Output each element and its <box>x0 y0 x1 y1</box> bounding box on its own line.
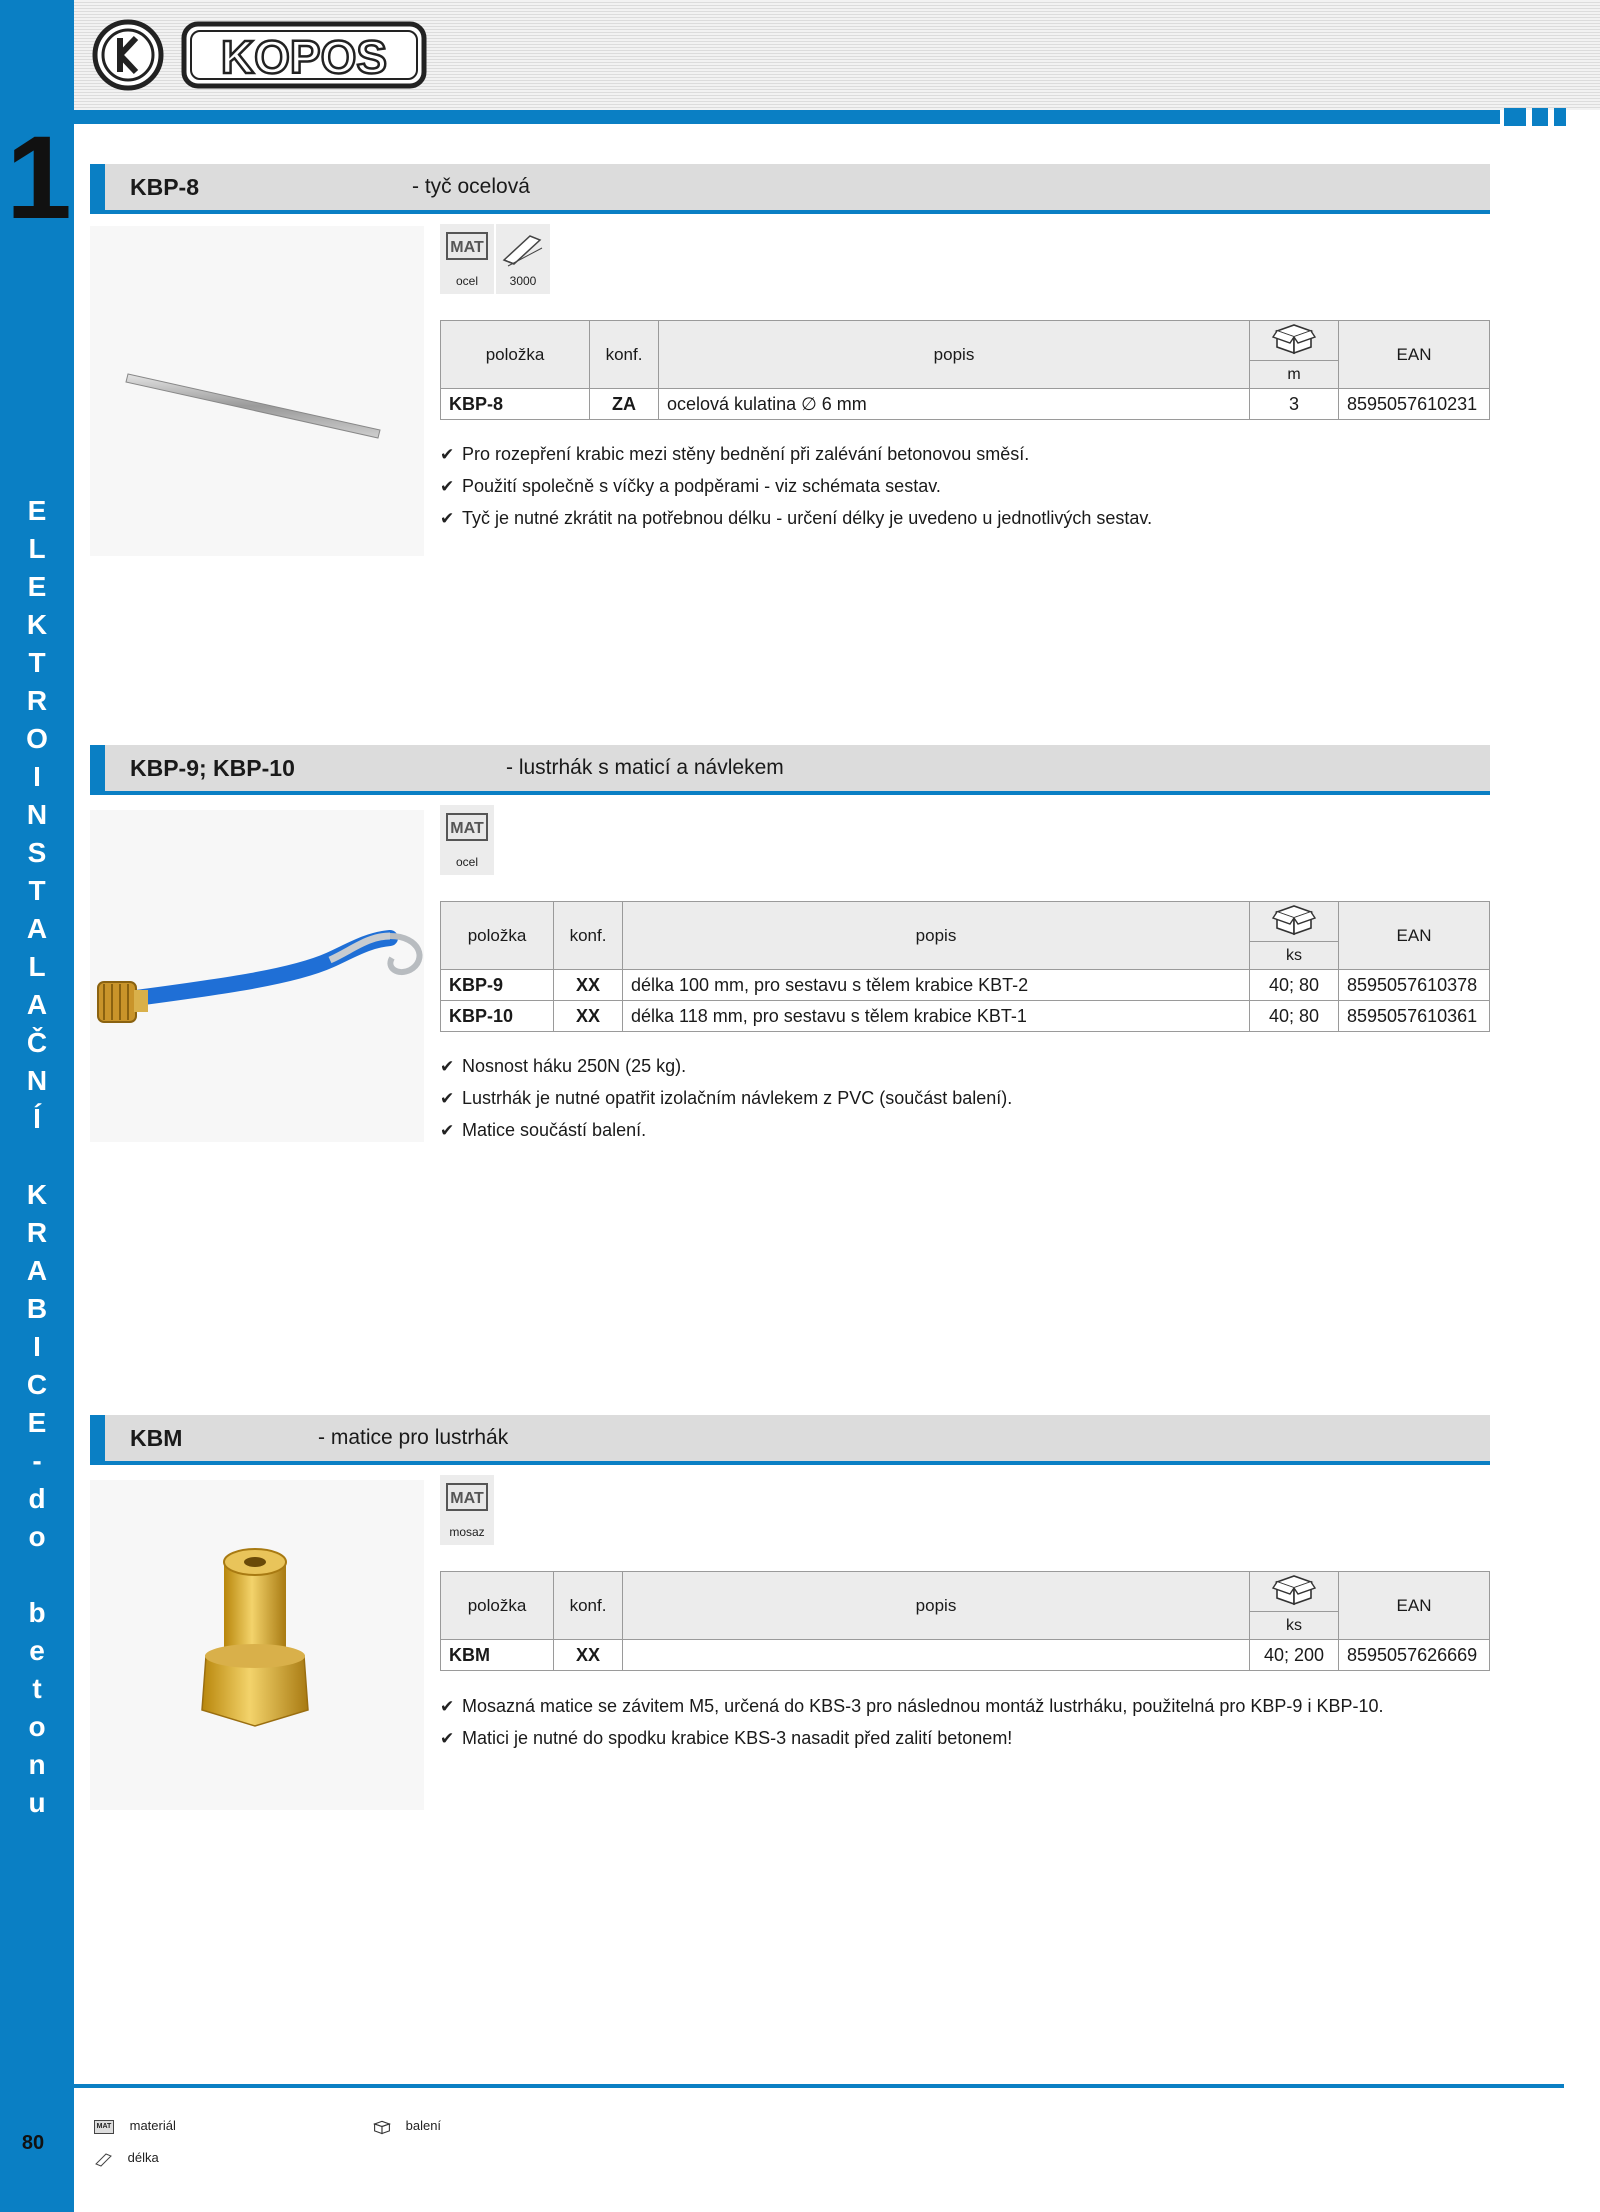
page-number: 80 <box>21 2132 45 2154</box>
notes-kbp8 <box>440 438 1152 534</box>
sidebar-letter: e <box>29 1635 45 1666</box>
sidebar-letter: Č <box>26 1027 48 1058</box>
chapter-number: 1 <box>6 112 66 244</box>
legend-material: MAT materiál <box>94 2118 176 2134</box>
sidebar-letter: K <box>26 1179 48 1210</box>
sidebar-letter: I <box>33 1331 41 1362</box>
sidebar-letter: C <box>26 1369 48 1400</box>
packaging-icon <box>1250 1572 1339 1612</box>
sidebar-letter: R <box>26 1217 48 1248</box>
sidebar-letter: t <box>32 1673 42 1704</box>
col-header-conf: konf. <box>554 902 623 970</box>
col-header-desc: popis <box>623 902 1250 970</box>
material-value: mosaz <box>449 1525 485 1539</box>
length-icon <box>94 2150 114 2168</box>
section-header-kbp9-kbp10 <box>90 745 1490 795</box>
product-image-brass-nut <box>90 1480 424 1810</box>
packaging-icon <box>1250 321 1339 361</box>
list-item: ✔ Lustrhák je nutné opatřit izolačním návlekem z PVC (součást balení). <box>440 1088 1013 1108</box>
product-table-kbp9 <box>440 901 1490 1032</box>
col-header-item: položka <box>441 902 554 970</box>
section-header-kbp8 <box>90 164 1490 214</box>
packaging-icon <box>1250 902 1339 942</box>
sidebar-letter <box>0 1138 74 1176</box>
length-icon <box>496 224 550 294</box>
section-code: KBP-8 <box>130 174 200 200</box>
section-code: KBM <box>130 1425 183 1451</box>
section-description: - tyč ocelová <box>412 175 530 198</box>
header-blue-line <box>74 110 1564 124</box>
product-table-kbm <box>440 1571 1490 1671</box>
sidebar-letter: O <box>26 723 48 754</box>
product-table-kbp8 <box>440 320 1490 420</box>
sidebar-letter: K <box>26 609 48 640</box>
sidebar-letter: R <box>26 685 48 716</box>
material-icon: MAT mosaz <box>440 1475 494 1545</box>
material-icon: MAT ocel <box>440 224 494 294</box>
sidebar-letter: u <box>28 1787 46 1818</box>
sidebar-letter: b <box>28 1597 46 1628</box>
list-item: ✔ Pro rozepření krabic mezi stěny bednění při zalévání betonovou směsí. <box>440 444 1030 464</box>
pack-unit: ks <box>1250 1612 1339 1640</box>
sidebar-letter: T <box>28 875 46 906</box>
col-header-ean: EAN <box>1339 1572 1490 1640</box>
table-row: KBM XX 40; 200 8595057626669 <box>441 1640 1490 1671</box>
sidebar-letter: o <box>28 1711 46 1742</box>
sidebar-letter: o <box>28 1521 46 1552</box>
sidebar-letter: A <box>26 1255 48 1286</box>
table-row: KBP-8 ZA ocelová kulatina ∅ 6 mm 3 8595057610231 <box>441 389 1490 420</box>
sidebar-letter: A <box>26 913 48 944</box>
sidebar-letter: n <box>28 1749 46 1780</box>
spec-icons <box>440 1475 496 1545</box>
sidebar-letter: S <box>27 837 47 868</box>
sidebar-letter: N <box>26 1065 48 1096</box>
material-value: ocel <box>455 274 478 288</box>
col-header-item: položka <box>441 1572 554 1640</box>
col-header-ean: EAN <box>1339 902 1490 970</box>
section-header-kbm <box>90 1415 1490 1465</box>
sidebar-letter: L <box>28 951 46 982</box>
sidebar-letter: L <box>28 533 46 564</box>
kopos-logo <box>90 18 430 97</box>
section-code: KBP-9; KBP-10 <box>130 755 295 781</box>
product-image-steel-rod <box>90 226 424 556</box>
section-description: - lustrhák s maticí a návlekem <box>506 756 784 779</box>
list-item: ✔ Matice součástí balení. <box>440 1120 647 1140</box>
legend-length: délka <box>94 2150 159 2168</box>
svg-text:KOPOS: KOPOS <box>220 31 388 83</box>
sidebar-letter: - <box>32 1445 42 1476</box>
sidebar-letter: E <box>27 571 47 602</box>
col-header-conf: konf. <box>554 1572 623 1640</box>
sidebar-letter: E <box>27 1407 47 1438</box>
sidebar-letter: N <box>26 799 48 830</box>
table-row: KBP-10 XX délka 118 mm, pro sestavu s tělem krabice KBT-1 40; 80 8595057610361 <box>441 1001 1490 1032</box>
sidebar-letter: T <box>28 647 46 678</box>
footer-blue-line <box>74 2084 1564 2088</box>
col-header-conf: konf. <box>590 321 659 389</box>
legend-packaging: balení <box>372 2118 441 2135</box>
sidebar-letter <box>0 1556 74 1594</box>
table-row: KBP-9 XX délka 100 mm, pro sestavu s tělem krabice KBT-2 40; 80 8595057610378 <box>441 970 1490 1001</box>
pack-unit: ks <box>1250 942 1339 970</box>
notes-kbp9 <box>440 1050 1012 1146</box>
chapter-vertical-title <box>0 492 74 1822</box>
sidebar-letter: Í <box>33 1103 41 1134</box>
list-item: ✔ Mosazná matice se závitem M5, určená do KBS-3 pro následnou montáž lustrháku, použitelná pro KBP-9 i KBP-10. <box>440 1696 1384 1716</box>
sidebar-letter: E <box>27 495 47 526</box>
list-item: ✔ Použití společně s víčky a podpěrami - viz schémata sestav. <box>440 476 941 496</box>
notes-kbm <box>440 1690 1383 1754</box>
col-header-desc: popis <box>659 321 1250 389</box>
list-item: ✔ Nosnost háku 250N (25 kg). <box>440 1056 687 1076</box>
spec-icons <box>440 224 552 294</box>
material-icon: MAT ocel <box>440 805 494 875</box>
sidebar-letter: d <box>28 1483 46 1514</box>
pack-unit: m <box>1250 361 1339 389</box>
spec-icons <box>440 805 496 875</box>
list-item: ✔ Matici je nutné do spodku krabice KBS-3 nasadit před zalití betonem! <box>440 1728 1013 1748</box>
list-item: ✔ Tyč je nutné zkrátit na potřebnou délku - určení délky je uvedeno u jednotlivých sestav. <box>440 508 1153 528</box>
col-header-item: položka <box>441 321 590 389</box>
col-header-ean: EAN <box>1339 321 1490 389</box>
material-icon: MAT <box>94 2120 114 2134</box>
material-value: ocel <box>455 855 478 869</box>
sidebar-letter: A <box>26 989 48 1020</box>
product-image-hook <box>90 810 424 1142</box>
packaging-icon <box>372 2119 392 2135</box>
section-description: - matice pro lustrhák <box>318 1426 509 1449</box>
length-value: 3000 <box>509 274 537 288</box>
sidebar-letter: I <box>33 761 41 792</box>
sidebar-letter: B <box>26 1293 48 1324</box>
col-header-desc: popis <box>623 1572 1250 1640</box>
